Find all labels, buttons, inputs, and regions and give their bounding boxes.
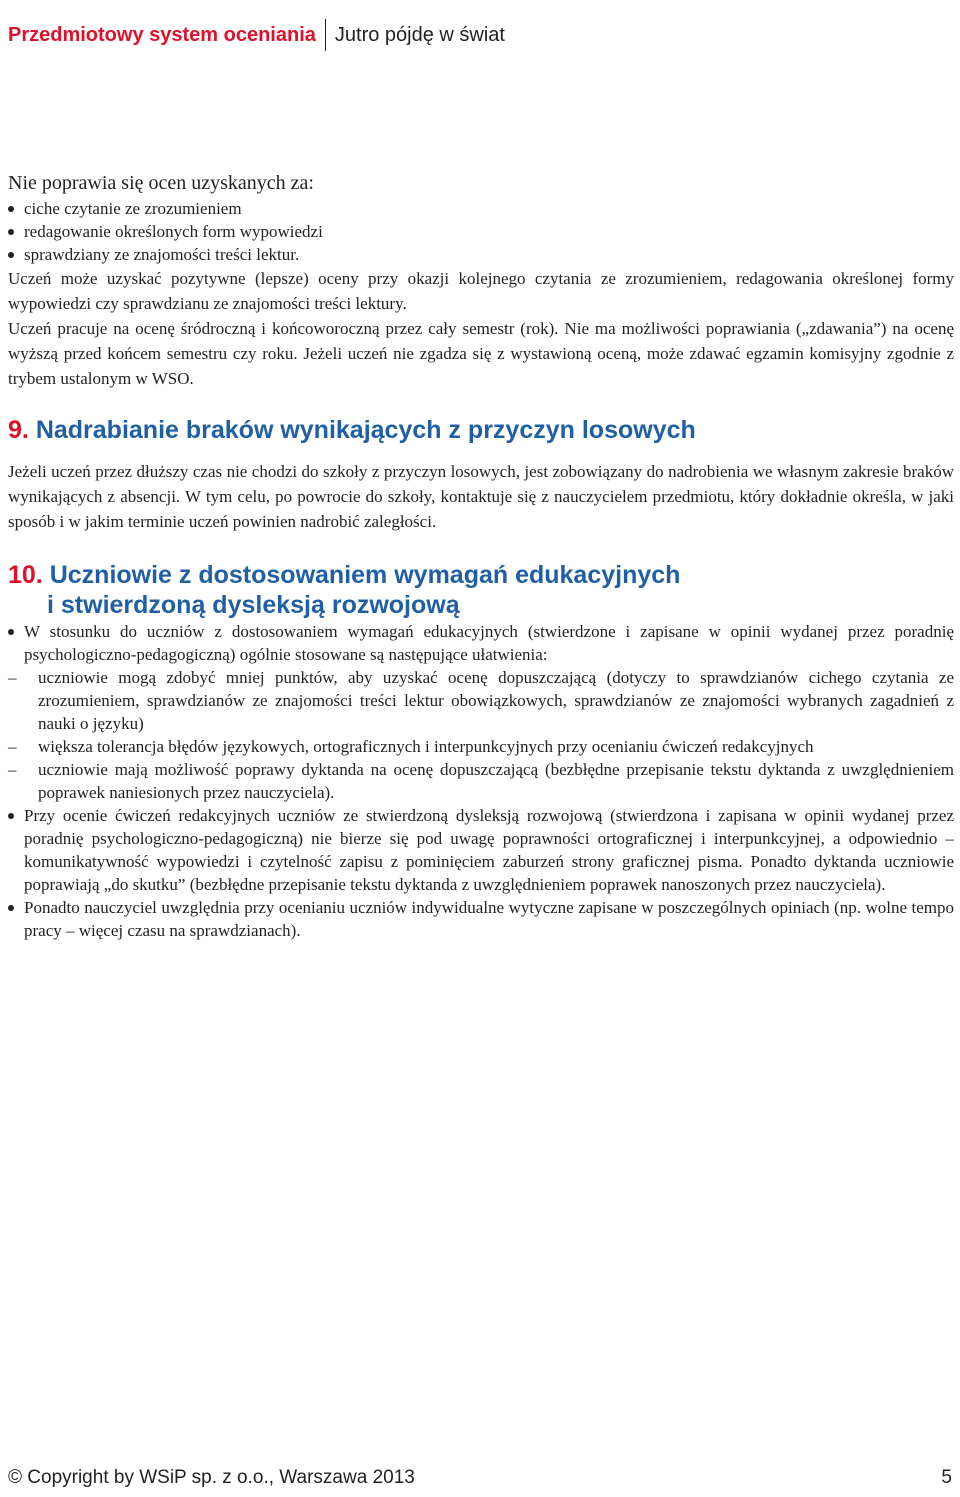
section-10-heading xyxy=(8,560,954,620)
section-10-item: Przy ocenie ćwiczeń redakcyjnych uczniów ze stwierdzoną dysleksją rozwojową (stwierdzona i zapisana w opinii wydanej przez poradnię psychologiczno-pedagogiczną) nie bierze się pod uwagę poprawności ortograficznej i interpunkcyjnej, a odpowiednio – komunikatywność wypowiedzi i czytelność zapisu z pominięciem zaburzeń strony graficznej pisma. Ponadto dyktanda uczniowie poprawiają „do skutku” (bezbłędne przepisanie tekstu dyktanda z uwzględnieniem poprawek nanoszonych przez nauczyciela). xyxy=(8,804,954,896)
header-brand: Przedmiotowy system oceniania xyxy=(8,23,316,46)
section-10-dash-list xyxy=(24,666,954,804)
intro-bullet: redagowanie określonych form wypowiedzi xyxy=(8,220,954,243)
dash-item: – uczniowie mają możliwość poprawy dyktanda na ocenę dopuszczającą (bezbłędne przepisanie tekstu dyktanda z uwzględnieniem poprawek naniesionych przez nauczyciela). xyxy=(24,758,954,804)
dash-item: – większa tolerancja błędów językowych, ortograficznych i interpunkcyjnych przy ocenianiu ćwiczeń redakcyjnych xyxy=(24,735,954,758)
header-divider xyxy=(325,19,326,51)
section-9-body: Jeżeli uczeń przez dłuższy czas nie chodzi do szkoły z przyczyn losowych, jest zobowiązany do nadrobienia we własnym zakresie braków wynikających z absencji. W tym celu, po powrocie do szkoły, kontaktuje się z nauczycielem przedmiotu, który dokładnie określa, w jaki sposób i w jakim terminie uczeń powinien nadrobić zaległości. xyxy=(8,462,954,531)
section-10-item-text: W stosunku do uczniów z dostosowaniem wymagań edukacyjnych (stwierdzone i zapisane w opinii wydanej przez poradnię psychologiczno-pedagogiczną) ogólnie stosowane są następujące ułatwienia: xyxy=(24,622,954,664)
intro-bullet: ciche czytanie ze zrozumieniem xyxy=(8,197,954,220)
section-10-list xyxy=(8,620,954,942)
section-10-number: 10. xyxy=(8,561,43,589)
section-10-title-line-2: i stwierdzoną dysleksją rozwojową xyxy=(47,591,460,619)
page-header xyxy=(8,18,505,52)
header-subtitle: Jutro pójdę w świat xyxy=(334,23,505,46)
copyright-text: © Copyright by WSiP sp. z o.o., Warszawa 2013 xyxy=(8,1467,415,1488)
section-9-title: Nadrabianie braków wynikających z przyczyn losowych xyxy=(35,416,696,444)
intro-bullet-list xyxy=(8,197,954,266)
page-footer xyxy=(8,1467,952,1497)
section-10-item xyxy=(8,620,954,804)
section-10-title-line-1: Uczniowie z dostosowaniem wymagań edukacyjnych xyxy=(49,561,681,589)
intro-paragraph-1: Uczeń może uzyskać pozytywne (lepsze) oceny przy okazji kolejnego czytania ze zrozumieniem, redagowania określonej formy wypowiedzi czy sprawdzianu ze znajomości treści lektury. xyxy=(8,269,954,313)
section-10-item: Ponadto nauczyciel uwzględnia przy ocenianiu uczniów indywidualne wytyczne zapisane w poszczególnych opiniach (np. wolne tempo pracy – więcej czasu na sprawdzianach). xyxy=(8,896,954,942)
page-content xyxy=(8,169,954,942)
section-9-number: 9. xyxy=(8,416,29,444)
intro-title: Nie poprawia się ocen uzyskanych za: xyxy=(8,172,314,194)
intro-paragraph-2: Uczeń pracuje na ocenę śródroczną i końcoworoczną przez cały semestr (rok). Nie ma możliwości poprawiania („zdawania”) na ocenę wyższą przed końcem semestru czy roku. Jeżeli uczeń nie zgadza się z wystawioną oceną, może zdawać egzamin komisyjny zgodnie z trybem ustalonym w WSO. xyxy=(8,319,954,388)
intro-bullet: sprawdziany ze znajomości treści lektur. xyxy=(8,243,954,266)
dash-item: – uczniowie mogą zdobyć mniej punktów, aby uzyskać ocenę dopuszczającą (dotyczy to sprawdzianów cichego czytania ze zrozumieniem, sprawdzianów ze znajomości treści lektur obowiązkowych, sprawdzianów ze znajomości wybranych zagadnień z nauki o języku) xyxy=(24,666,954,735)
page-number: 5 xyxy=(941,1467,952,1488)
section-9-heading xyxy=(8,415,954,445)
